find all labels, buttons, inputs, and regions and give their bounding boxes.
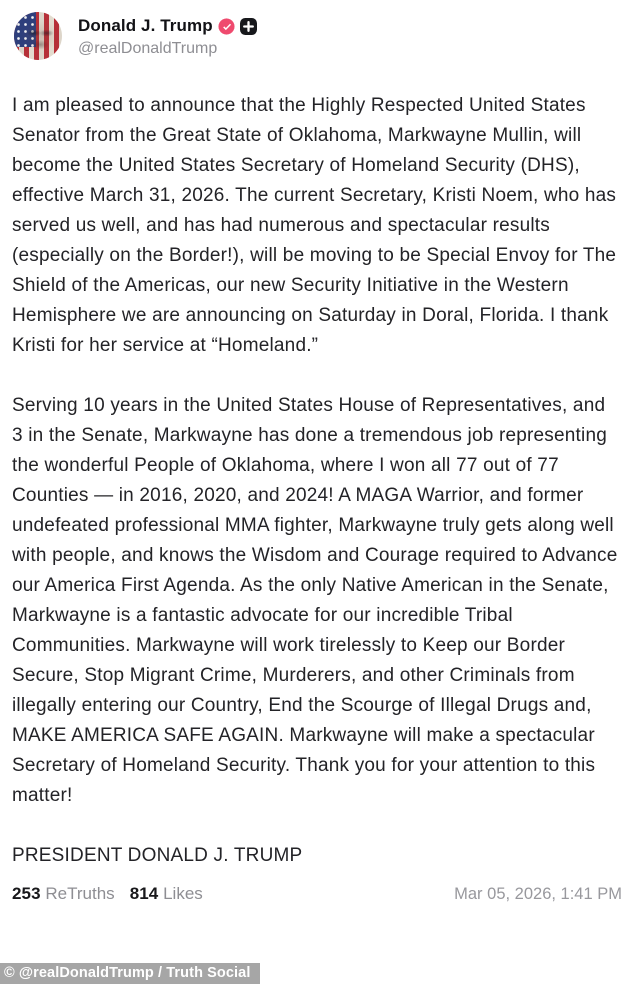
profile-id-block	[78, 12, 257, 58]
likes-count: 814	[129, 884, 159, 903]
post-paragraph-2: Serving 10 years in the United States House of Representatives, and 3 in the Senate, Markwayne has done a tremendous job representing the wonderful People of Oklahoma, where I won all 77 out of 77 Counties — in 2016, 2020, and 2024! A MAGA Warrior, and former undefeated professional MMA fighter, Markwayne truly gets along well with people, and knows the Wisdom and Courage required to Advance our America First Agenda. As the only Native American in the Senate, Markwayne is a fantastic advocate for our incredible Tribal Communities. Markwayne will work tirelessly to Keep our Border Secure, Stop Migrant Crime, Murderers, and other Criminals from illegally entering our Country, End the Scourge of Illegal Drugs and, MAKE AMERICA SAFE AGAIN. Markwayne will make a spectacular Secretary of Homeland Security. Thank you for your attention to this matter!	[12, 395, 618, 806]
post-body	[0, 91, 634, 871]
likes-stat[interactable]	[130, 884, 203, 904]
post-stats-row	[0, 884, 634, 904]
likes-label: Likes	[163, 884, 203, 903]
retruths-count: 253	[12, 884, 41, 903]
retruths-stat[interactable]	[12, 884, 115, 904]
post-paragraph-1: I am pleased to announce that the Highly Respected United States Senator from the Great State of Oklahoma, Markwayne Mullin, will become the United States Secretary of Homeland Security (DHS), effective March 31, 2026. The current Secretary, Kristi Noem, who has served us well, and has had numerous and spectacular results (especially on the Border!), will be moving to be Special Envoy for The Shield of the Americas, our new Security Initiative in the Western Hemisphere we are announcing on Saturday in Doral, Florida. I thank Kristi for her service at “Homeland.”	[12, 95, 617, 356]
plus-badge-icon	[240, 18, 257, 35]
post-header	[0, 0, 634, 60]
profile-avatar[interactable]	[14, 12, 62, 60]
post-signature: PRESIDENT DONALD J. TRUMP	[12, 845, 303, 866]
profile-handle[interactable]: @realDonaldTrump	[78, 40, 218, 57]
display-name[interactable]: Donald J. Trump	[78, 16, 213, 35]
retruths-label: ReTruths	[45, 884, 115, 903]
verified-badge-icon	[218, 18, 235, 35]
post-timestamp[interactable]: Mar 05, 2026, 1:41 PM	[454, 885, 622, 903]
watermark: © @realDonaldTrump / Truth Social	[0, 963, 260, 984]
